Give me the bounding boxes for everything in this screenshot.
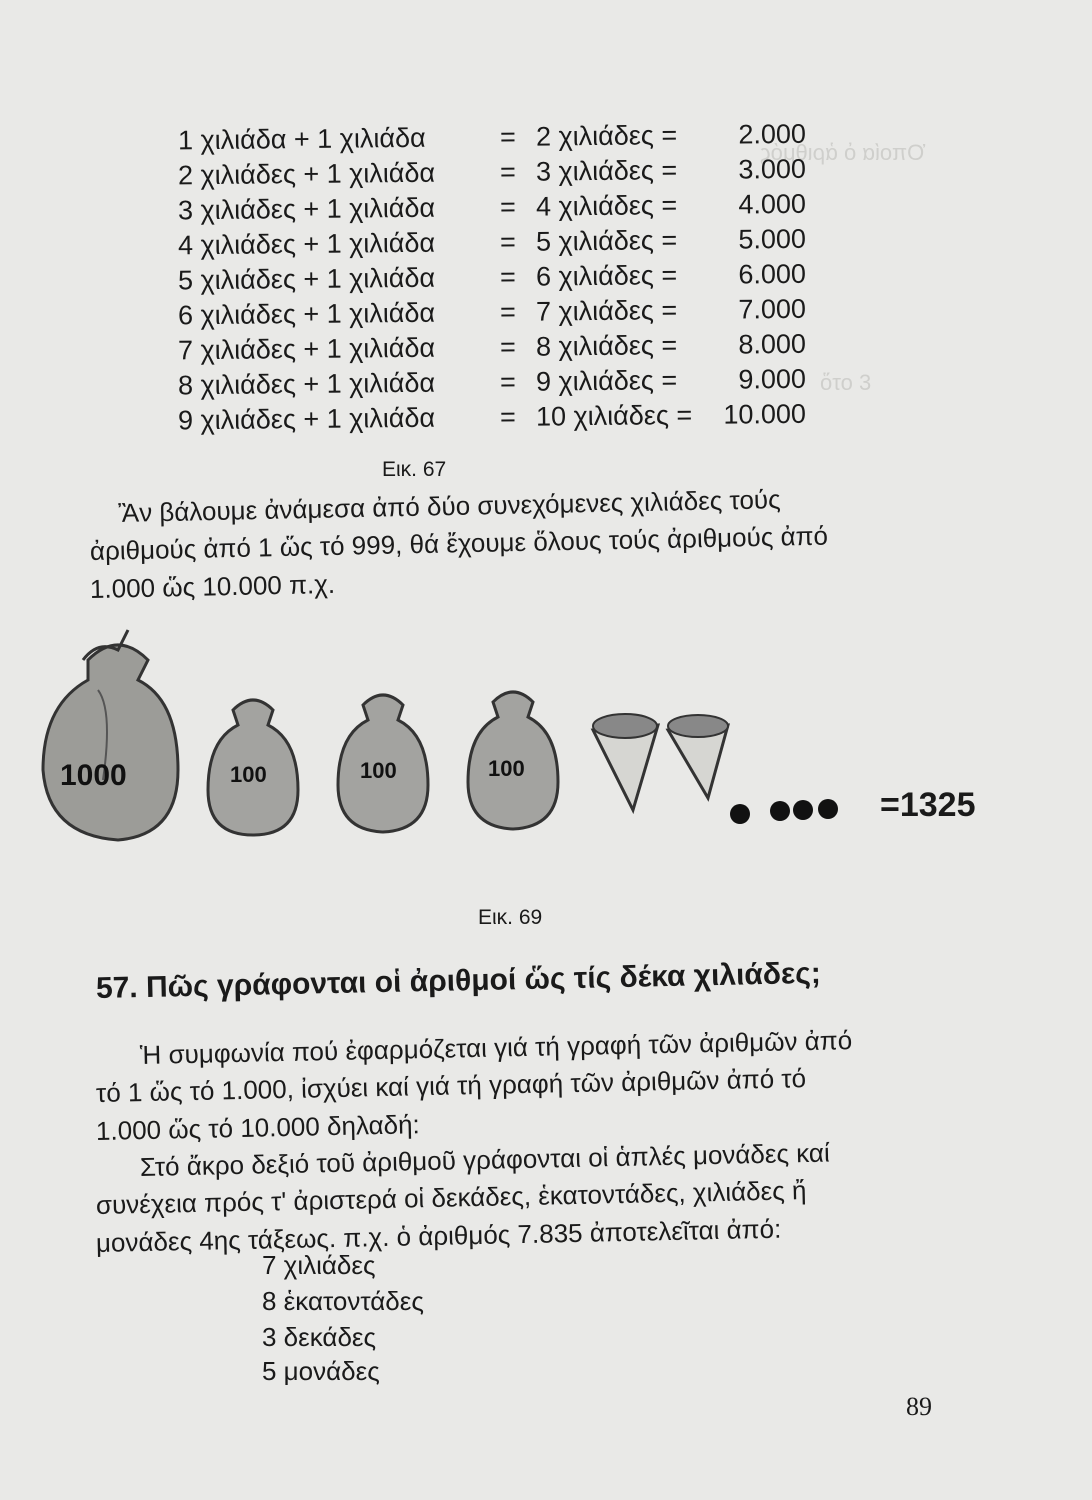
ice-cream-cone-icon — [593, 714, 658, 810]
intro-line-2: ἀριθμούς ἀπό 1 ὥς τό 999, θά ἔχουμε ὅλους τούς ἀριθμούς ἀπό — [89, 520, 829, 566]
table-row: 3 χιλιάδες + 1 χιλιάδα = 4 χιλιάδες = 4.000 — [177, 188, 807, 226]
bleed-through: ὅτο 3 — [820, 370, 872, 395]
ice-cream-cone-icon — [668, 715, 728, 798]
paragraph-line: 1.000 ὥς τό 10.000 δηλαδή: — [95, 1109, 421, 1146]
intro-line-3: 1.000 ὥς 10.000 π.χ. — [89, 568, 336, 604]
paragraph-line: μονάδες 4ης τάξεως. π.χ. ὁ ἀριθμός 7.835 ἀποτελεῖται ἀπό: — [95, 1213, 782, 1258]
list-item: 5 μονάδες — [262, 1356, 380, 1386]
coin-icon — [793, 800, 813, 820]
figure-caption-67: Εικ. 67 — [382, 458, 447, 481]
section-heading: 57. Πῶς γράφονται οἱ ἀριθμοί ὥς τίς δέκα χιλιάδες; — [95, 956, 822, 1005]
bag-label-100: 100 — [360, 758, 397, 783]
money-bag-1000-icon — [43, 630, 178, 840]
figure-caption-69: Εικ. 69 — [478, 906, 543, 929]
table-row: 2 χιλιάδες + 1 χιλιάδα = 3 χιλιάδες = 3.000 — [177, 153, 807, 191]
paragraph-line: Στό ἄκρο δεξιό τοῦ ἀριθμοῦ γράφονται οἱ ἁπλές μονάδες καί — [139, 1137, 830, 1182]
coin-icon — [730, 804, 750, 824]
table-row: 8 χιλιάδες + 1 χιλιάδα = 9 χιλιάδες = 9.000 — [177, 363, 807, 401]
table-row: 9 χιλιάδες + 1 χιλιάδα = 10 χιλιάδες = 10.000 — [177, 398, 807, 436]
intro-line-1: Ἂν βάλουμε ἀνάμεσα ἀπό δύο συνεχόμενες χιλιάδες τούς — [117, 484, 781, 528]
paragraph-line: συνέχεια πρός τ' ἀριστερά οἱ δεκάδες, ἑκατοντάδες, χιλιάδες ἤ — [95, 1175, 807, 1220]
bleed-through: Ὁποία ὁ ἀριθμός — [760, 140, 926, 165]
figure-result: =1325 — [880, 786, 976, 824]
table-row: 1 χιλιάδα + 1 χιλιάδα = 2 χιλιάδες = 2.000 — [177, 118, 807, 156]
table-row: 5 χιλιάδες + 1 χιλιάδα = 6 χιλιάδες = 6.000 — [177, 258, 807, 296]
coin-icon — [770, 801, 790, 821]
bag-label-1000: 1000 — [60, 759, 127, 792]
coin-icon — [818, 799, 838, 819]
paragraph-line: Ἡ συμφωνία πού ἐφαρμόζεται γιά τή γραφή τῶν ἀριθμῶν ἀπό — [139, 1025, 853, 1070]
list-item: 8 ἑκατοντάδες — [262, 1286, 424, 1316]
table-row: 4 χιλιάδες + 1 χιλιάδα = 5 χιλιάδες = 5.000 — [177, 223, 807, 261]
paragraph-line: τό 1 ὥς τό 1.000, ἰσχύει καί γιά τή γραφή τῶν ἀριθμῶν ἀπό τό — [95, 1063, 807, 1108]
bag-label-100: 100 — [230, 762, 267, 787]
table-row: 7 χιλιάδες + 1 χιλιάδα = 8 χιλιάδες = 8.000 — [177, 328, 807, 366]
list-item: 7 χιλιάδες — [262, 1250, 376, 1280]
page-number: 89 — [906, 1392, 932, 1421]
table-row: 6 χιλιάδες + 1 χιλιάδα = 7 χιλιάδες = 7.000 — [177, 293, 807, 331]
money-bags-figure — [28, 620, 1008, 860]
list-item: 3 δεκάδες — [262, 1322, 377, 1352]
bag-label-100: 100 — [488, 756, 525, 781]
